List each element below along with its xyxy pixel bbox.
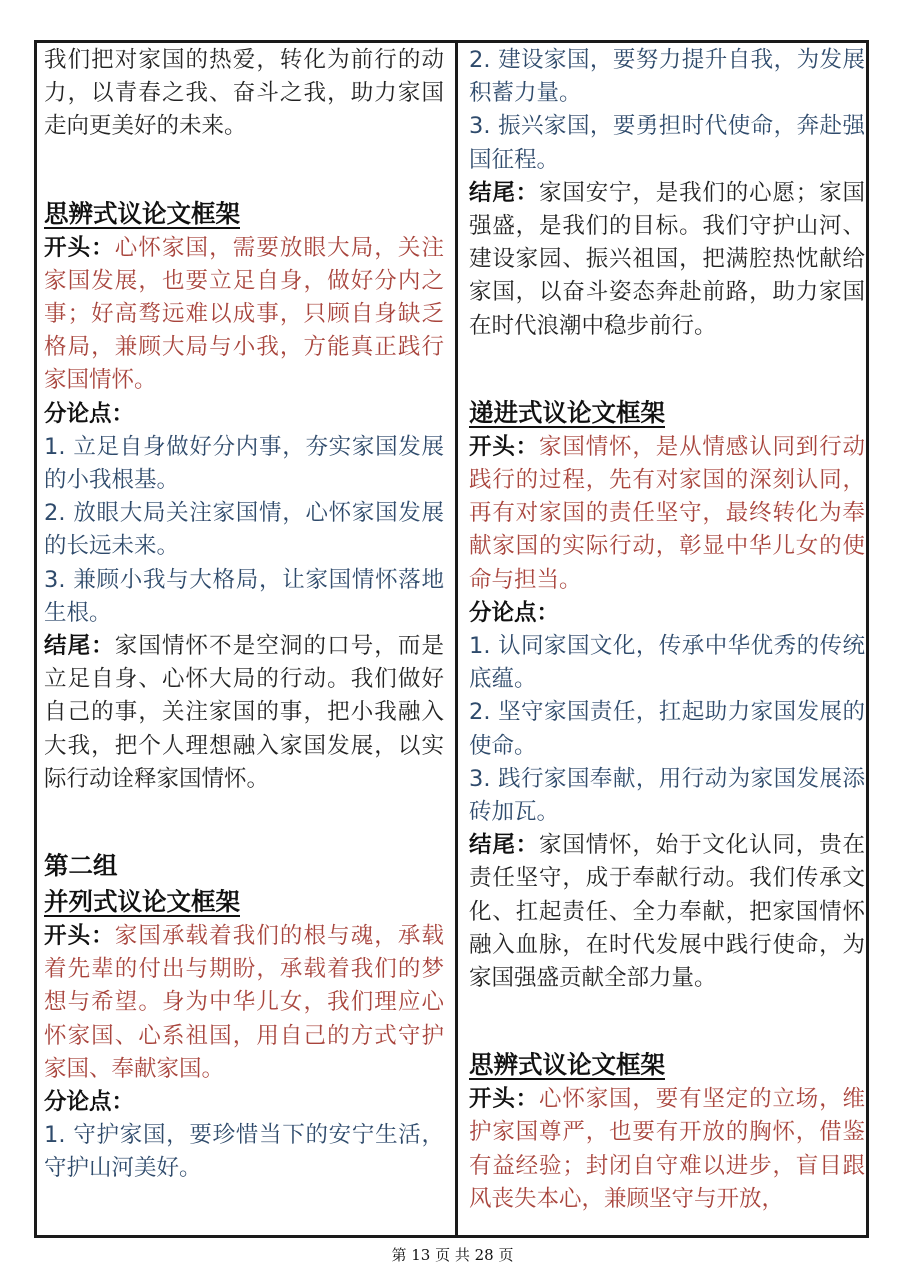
point-item: 1. 守护家国，要珍惜当下的安宁生活，守护山河美好。 bbox=[44, 1122, 444, 1182]
point-item: 3. 兼顾小我与大格局，让家国情怀落地生根。 bbox=[44, 566, 444, 626]
section-title-progressive: 递进式议论文框架 bbox=[469, 397, 665, 427]
page-number-footer: 第 13 页 共 28 页 bbox=[391, 1246, 514, 1264]
opening-paragraph bbox=[44, 920, 444, 1086]
ending-paragraph bbox=[469, 829, 865, 995]
opening-text: 心怀家国，需要放眼大局，关注家国发展，也要立足自身，做好分内之事；好高骛远难以成事，只顾自身缺乏格局，兼顾大局与小我，方能真正践行家国情怀。 bbox=[44, 234, 444, 394]
ending-text: 家国情怀不是空洞的口号，而是立足自身、心怀大局的行动。我们做好自己的事，关注家国的事，把小我融入大我，把个人理想融入家国发展，以实际行动诠释家国情怀。 bbox=[44, 633, 444, 792]
ending-label: 结尾： bbox=[469, 179, 540, 206]
opening-label: 开头： bbox=[44, 923, 115, 950]
opening-text: 家国承载着我们的根与魂，承载着先辈的付出与期盼，承载着我们的梦想与希望。身为中华儿女，我们理应心怀家国、心系祖国，用自己的方式守护家国、奉献家国。 bbox=[44, 923, 444, 1082]
ending-label: 结尾： bbox=[469, 832, 540, 859]
points-label: 分论点： bbox=[44, 1089, 135, 1116]
points-label: 分论点： bbox=[469, 599, 560, 626]
point-item: 3. 振兴家国，要勇担时代使命，奔赴强国征程。 bbox=[469, 113, 865, 173]
ending-paragraph bbox=[469, 177, 865, 343]
opening-text: 家国情怀，是从情感认同到行动践行的过程，先有对家国的深刻认同，再有对家国的责任坚守，最终转化为奉献家国的实际行动，彰显中华儿女的使命与担当。 bbox=[469, 433, 865, 593]
left-column bbox=[44, 44, 444, 1186]
section-title-parallel: 并列式议论文框架 bbox=[44, 887, 240, 917]
opening-text: 心怀家国，要有坚定的立场，维护家国尊严，也要有开放的胸怀，借鉴有益经验；封闭自守难以进步，盲目跟风丧失本心，兼顾坚守与开放， bbox=[469, 1086, 865, 1212]
ending-label: 结尾： bbox=[44, 633, 115, 660]
opening-paragraph bbox=[469, 431, 865, 597]
ending-text: 家国情怀，始于文化认同，贵在责任坚守，成于奉献行动。我们传承文化、扛起责任、全力奉献，把家国情怀融入血脉，在时代发展中践行使命，为家国强盛贡献全部力量。 bbox=[469, 832, 865, 992]
point-item: 2. 放眼大局关注家国情，心怀家国发展的长远未来。 bbox=[44, 500, 444, 560]
section-title-dialectical: 思辨式议论文框架 bbox=[469, 1050, 665, 1080]
opening-paragraph bbox=[44, 232, 444, 398]
point-item: 1. 认同家国文化，传承中华优秀的传统底蕴。 bbox=[469, 633, 865, 693]
point-item: 2. 坚守家国责任，扛起助力家国发展的使命。 bbox=[469, 699, 865, 759]
intro-closing-paragraph: 我们把对家国的热爱，转化为前行的动力，以青春之我、奋斗之我，助力家国走向更美好的未来。 bbox=[44, 47, 444, 140]
column-divider bbox=[455, 40, 458, 1238]
right-column bbox=[469, 44, 865, 1216]
point-item: 3. 践行家国奉献，用行动为家国发展添砖加瓦。 bbox=[469, 765, 865, 826]
opening-label: 开头： bbox=[469, 433, 540, 460]
group-title: 第二组 bbox=[44, 851, 118, 881]
opening-label: 开头： bbox=[44, 234, 115, 261]
section-title-dialectical: 思辨式议论文框架 bbox=[44, 198, 240, 228]
point-item: 1. 立足自身做好分内事，夯实家国发展的小我根基。 bbox=[44, 433, 444, 494]
ending-text: 家国安宁，是我们的心愿；家国强盛，是我们的目标。我们守护山河、建设家园、振兴祖国，把满腔热忱献给家国，以奋斗姿态奔赴前路，助力家国在时代浪潮中稳步前行。 bbox=[469, 179, 865, 339]
opening-label: 开头： bbox=[469, 1086, 540, 1113]
points-label: 分论点： bbox=[44, 400, 135, 427]
opening-paragraph bbox=[469, 1083, 865, 1216]
point-item: 2. 建设家国，要努力提升自我，为发展积蓄力量。 bbox=[469, 47, 865, 107]
ending-paragraph bbox=[44, 630, 444, 796]
